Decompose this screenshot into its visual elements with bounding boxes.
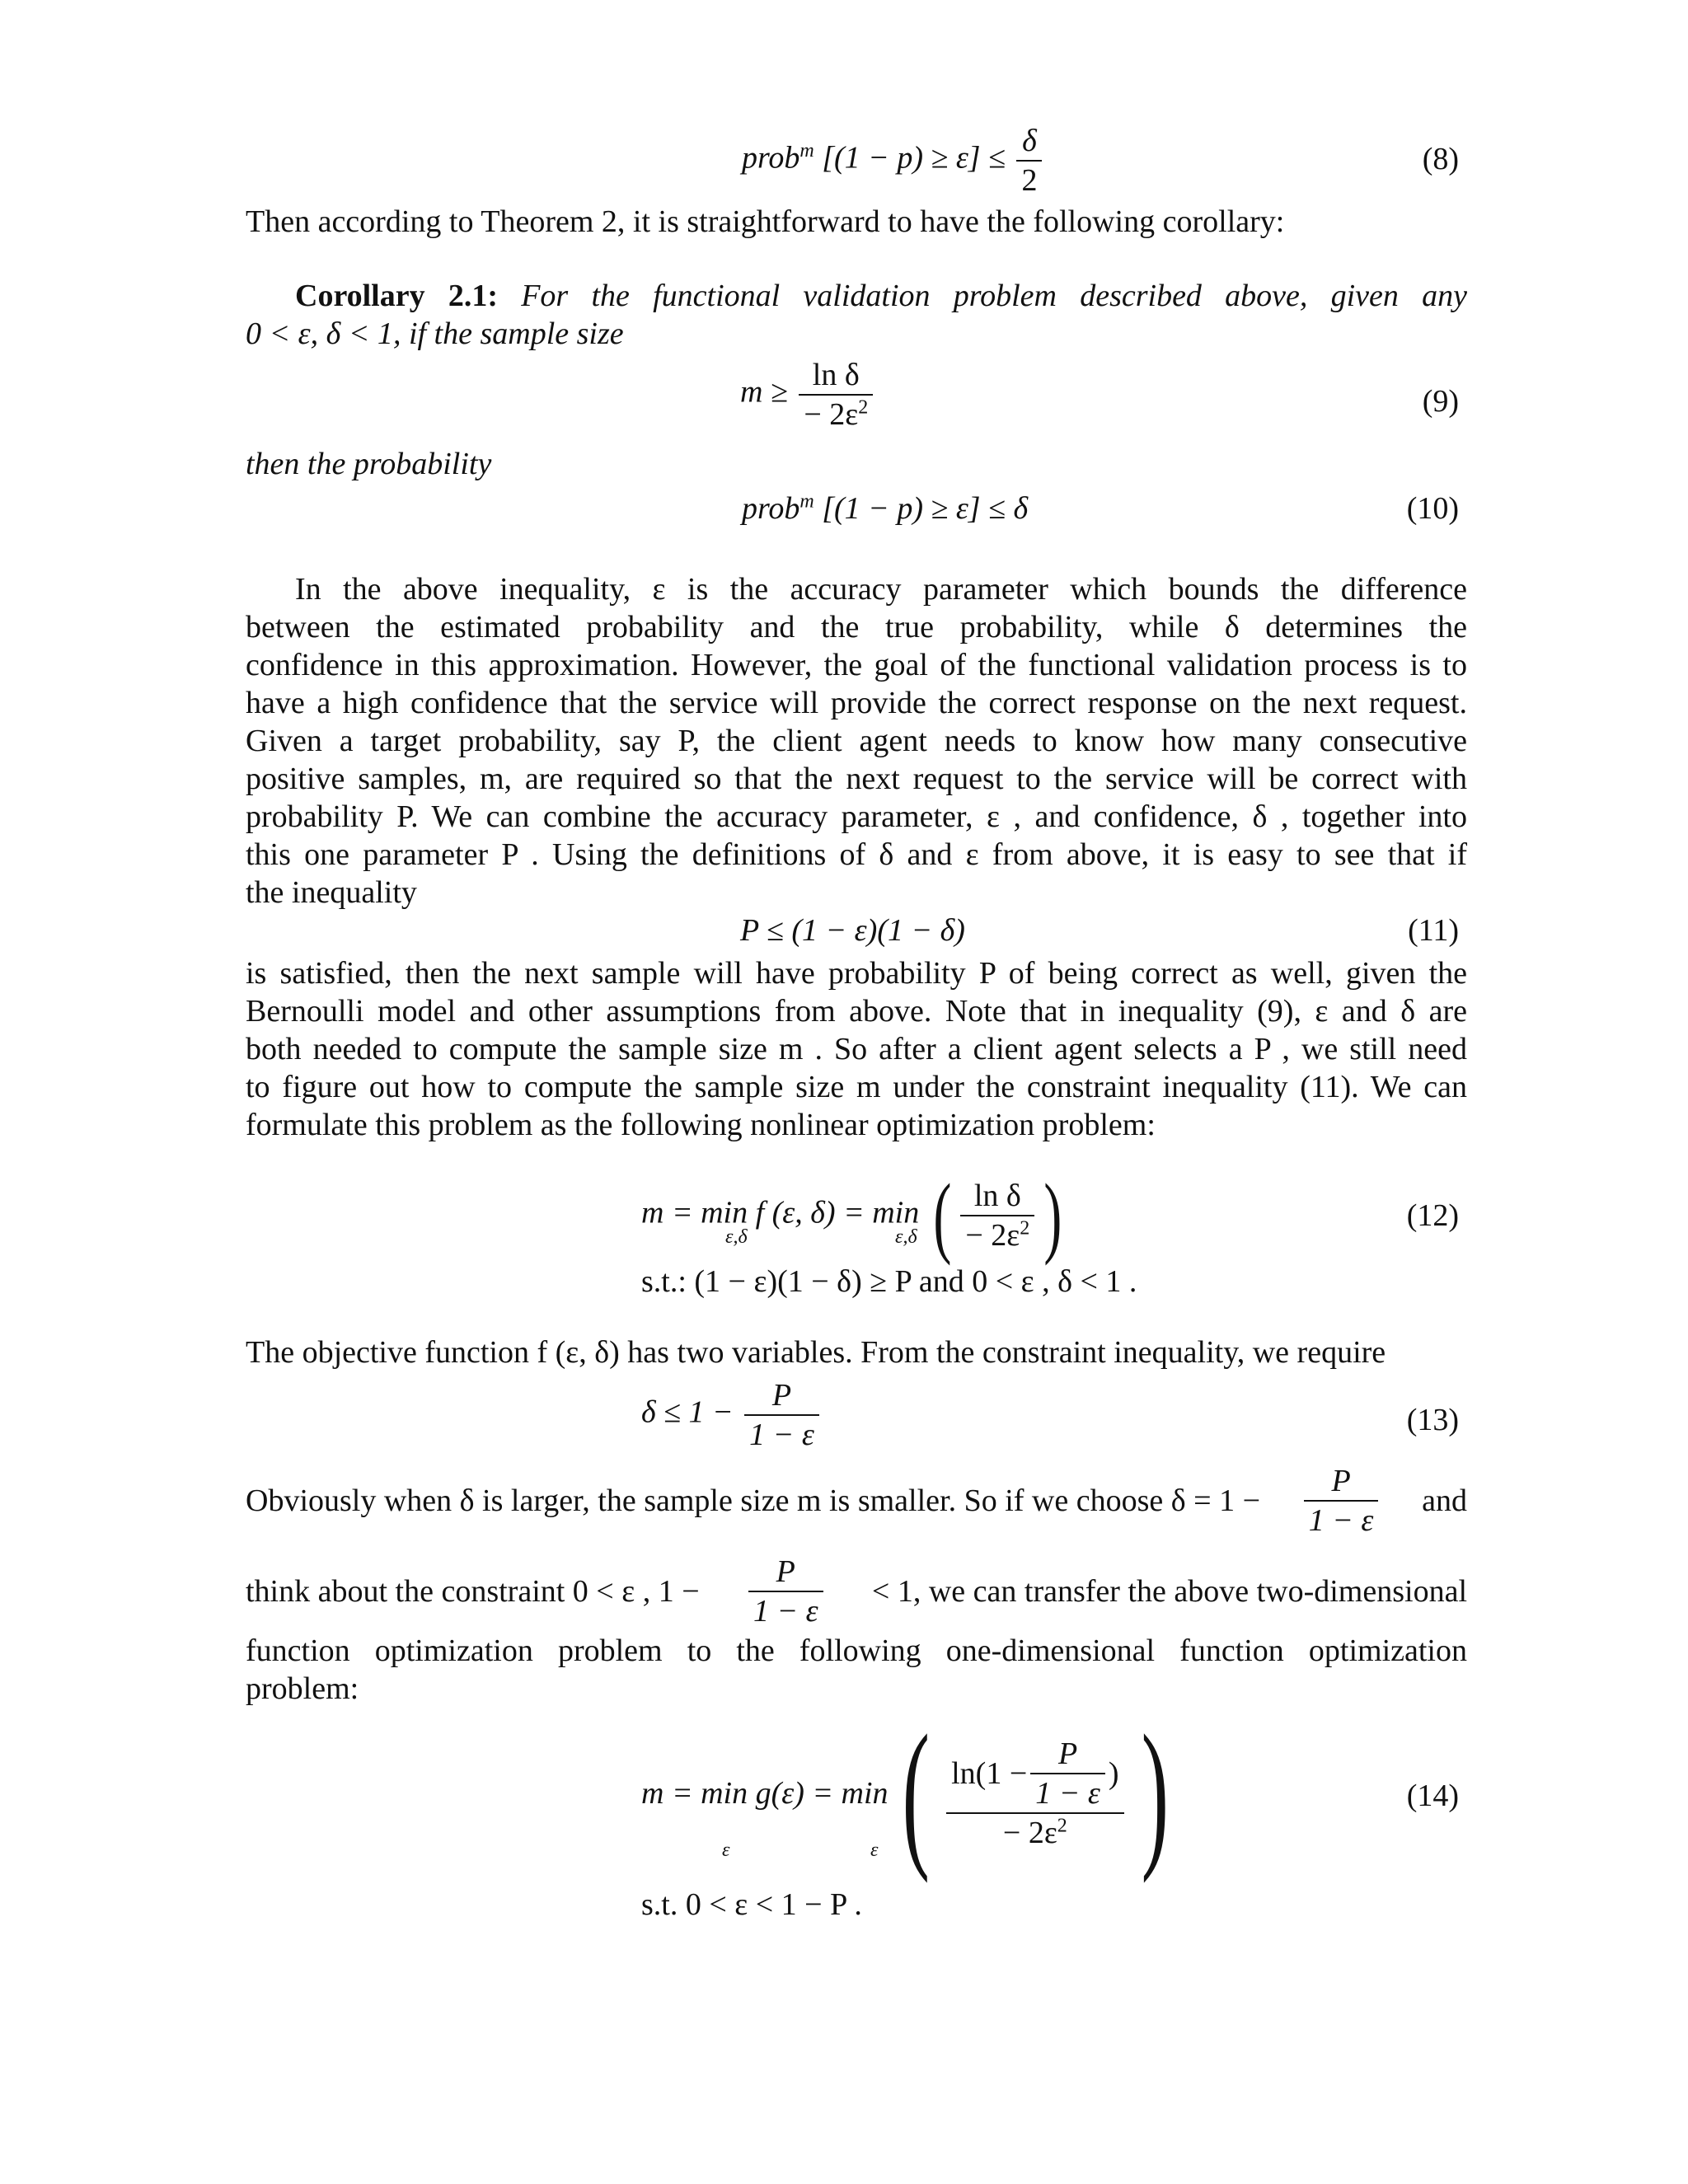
paragraph-4: The objective function f (ε, δ) has two variables. From the constraint inequality, we require	[246, 1335, 1386, 1370]
eq9-num: ln δ	[812, 358, 860, 392]
eq14-inner-post: )	[1108, 1756, 1119, 1791]
corollary-line-2	[246, 315, 624, 353]
eq13-fraction	[744, 1376, 819, 1454]
equation-13	[641, 1376, 823, 1454]
then-the-probability: then the probability	[246, 447, 492, 481]
equation-11: P ≤ (1 − ε)(1 − δ)	[740, 913, 965, 948]
eq14-constraint: s.t. 0 < ε < 1 − P .	[641, 1887, 862, 1922]
para5-den: 1 − ε	[1304, 1500, 1379, 1540]
eq14-inner-pre: ln(1 −	[951, 1756, 1028, 1791]
eq8-body: [(1 − p) ≥ ε] ≤	[822, 140, 1006, 176]
paragraph-6	[246, 1553, 1467, 1630]
eq9-den-sup: 2	[858, 396, 869, 419]
eq13-num: P	[771, 1378, 792, 1413]
eq8-lhs: prob	[742, 140, 800, 176]
equation-12	[641, 1165, 1068, 1266]
paragraph-3	[246, 954, 1467, 1144]
para7-line: problem:	[246, 1671, 359, 1706]
para2-line: In the above inequality, ε is the accuracy parameter which bounds the difference	[295, 572, 1467, 607]
eq9-den-wrap	[799, 394, 873, 434]
eq14-den-sup: 2	[1057, 1815, 1067, 1837]
corollary-line-1	[295, 277, 1467, 315]
equation-8	[742, 122, 1045, 199]
eq13-lhs: δ ≤ 1 −	[641, 1394, 734, 1430]
eq9-lhs: m ≥	[740, 374, 788, 410]
eq14-den-wrap	[946, 1812, 1123, 1852]
equation-10	[742, 490, 1028, 527]
para3-line: Bernoulli model and other assumptions from above. Note that in inequality (9), ε and δ are	[246, 994, 1467, 1029]
eq9-den: − 2ε	[804, 397, 859, 432]
eq14-numerator	[946, 1735, 1123, 1812]
para6-den: 1 − ε	[748, 1591, 823, 1630]
corollary-condition: 0 < ε, δ < 1	[246, 316, 393, 351]
eq11-number: (11)	[1408, 913, 1459, 948]
eq12-lhs: m = min f (ε, δ) = min	[641, 1195, 920, 1230]
para6-num: P	[776, 1554, 795, 1589]
eq14-lhs: m = min g(ε) = min	[641, 1776, 889, 1811]
para7-line: function optimization problem to the following one-dimensional function optimization	[246, 1633, 1467, 1668]
eq10-sup: m	[799, 490, 814, 513]
para2-line: between the estimated probability and the true probability, while δ determines the	[246, 610, 1467, 644]
eq12-den-wrap	[960, 1215, 1034, 1254]
eq12-left-paren: (	[933, 1165, 952, 1266]
para6-fraction	[748, 1553, 823, 1630]
corollary-text-2: , if the sample size	[392, 316, 624, 351]
paragraph-7	[246, 1632, 1467, 1708]
eq12-sub-2: ε,δ	[895, 1226, 917, 1248]
eq14-left-paren: (	[902, 1702, 930, 1884]
eq12-fraction	[960, 1177, 1034, 1254]
eq12-right-paren: )	[1043, 1165, 1062, 1266]
eq14-number: (14)	[1406, 1779, 1459, 1813]
eq8-sup: m	[799, 140, 814, 162]
para2-line: have a high confidence that the service will provide the correct response on the next request.	[246, 686, 1467, 720]
para2-line: probability P. We can combine the accuracy parameter, ε , and confidence, δ , together into	[246, 799, 1467, 834]
eq13-den: 1 − ε	[744, 1414, 819, 1454]
eq8-number: (8)	[1422, 142, 1459, 176]
eq12-sub-1: ε,δ	[725, 1226, 748, 1248]
eq12-den: − 2ε	[965, 1218, 1020, 1253]
eq10-number: (10)	[1406, 491, 1459, 526]
eq14-inner-num: P	[1057, 1736, 1078, 1771]
equation-9	[740, 356, 876, 434]
paragraph-2	[246, 570, 1467, 912]
eq10-body: [(1 − p) ≥ ε] ≤ δ	[822, 491, 1029, 526]
para5-fraction	[1304, 1462, 1379, 1540]
eq12-num: ln δ	[973, 1179, 1021, 1213]
eq14-den: − 2ε	[1002, 1816, 1057, 1850]
eq12-constraint: s.t.: (1 − ε)(1 − δ) ≥ P and 0 < ε , δ < 1 .	[641, 1264, 1137, 1299]
para5-pre: Obviously when δ is larger, the sample size m is smaller. So if we choose δ = 1 −	[246, 1483, 1261, 1518]
eq13-number: (13)	[1406, 1403, 1459, 1437]
para6-pre: think about the constraint 0 < ε , 1 −	[246, 1574, 700, 1609]
eq8-fraction	[1016, 122, 1042, 199]
para2-line: the inequality	[246, 875, 417, 910]
para2-line: positive samples, m, are required so that the next request to the service will be correct with	[246, 762, 1467, 796]
para5-num: P	[1331, 1464, 1351, 1498]
para3-line: to figure out how to compute the sample size m under the constraint inequality (11). We can	[246, 1070, 1467, 1104]
eq14-sub-2: ε	[870, 1840, 879, 1861]
eq9-fraction	[799, 356, 873, 434]
para3-line: formulate this problem as the following nonlinear optimization problem:	[246, 1108, 1156, 1142]
corollary-text-1: For the functional validation problem described above, given any	[521, 279, 1468, 313]
eq14-sub-1: ε	[722, 1840, 730, 1861]
para6-post: < 1, we can transfer the above two-dimensional	[871, 1574, 1467, 1609]
corollary-label: Corollary 2.1:	[295, 279, 498, 313]
paragraph-1: Then according to Theorem 2, it is straightforward to have the following corollary:	[246, 204, 1285, 239]
eq12-number: (12)	[1406, 1198, 1459, 1233]
para2-line: confidence in this approximation. However, the goal of the functional validation process is to	[246, 648, 1467, 682]
eq8-den: 2	[1016, 160, 1042, 199]
eq12-den-sup: 2	[1020, 1217, 1030, 1240]
para5-post: and	[1422, 1483, 1467, 1518]
paragraph-5	[246, 1462, 1467, 1540]
eq14-inner-fraction	[1030, 1735, 1105, 1812]
eq10-lhs: prob	[742, 491, 800, 526]
eq14-outer-fraction	[946, 1735, 1123, 1852]
para3-line: is satisfied, then the next sample will have probability P of being correct as well, given the	[246, 956, 1467, 991]
para2-line: this one parameter P . Using the definitions of δ and ε from above, it is easy to see that if	[246, 837, 1467, 872]
eq8-num: δ	[1022, 124, 1037, 158]
para2-line: Given a target probability, say P, the client agent needs to know how many consecutive	[246, 724, 1467, 758]
eq9-number: (9)	[1422, 384, 1459, 419]
eq14-right-paren: )	[1141, 1702, 1169, 1884]
para3-line: both needed to compute the sample size m . So after a client agent selects a P , we still need	[246, 1032, 1467, 1066]
eq14-inner-den: 1 − ε	[1030, 1773, 1105, 1812]
